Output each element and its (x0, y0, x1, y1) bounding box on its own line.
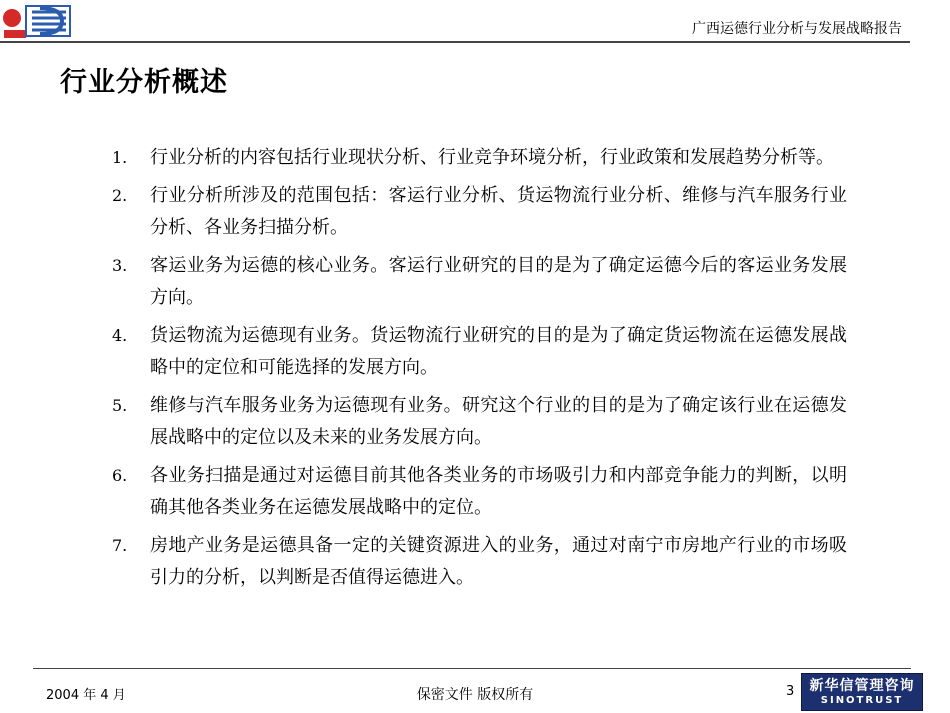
footer-date: 2004 年 4 月 (46, 688, 126, 703)
list-item (112, 390, 847, 454)
report-title: 广西运德行业分析与发展战略报告 (692, 21, 902, 37)
item-number: 7. (112, 536, 128, 555)
item-text: 客运业务为运德的核心业务。客运行业研究的目的是为了确定运德今后的客运业务发展方向。 (150, 255, 847, 308)
company-logo (0, 0, 76, 44)
sinotrust-logo (801, 673, 923, 711)
list-item (112, 180, 847, 244)
item-text: 房地产业务是运德具备一定的关键资源进入的业务，通过对南宁市房地产行业的市场吸引力的分析，以判断是否值得运德进入。 (150, 535, 847, 588)
overview-list (112, 142, 847, 600)
item-text: 行业分析的内容包括行业现状分析、行业竞争环境分析，行业政策和发展趋势分析等。 (150, 147, 834, 168)
list-item (112, 142, 847, 174)
item-text: 各业务扫描是通过对运德目前其他各类业务的市场吸引力和内部竞争能力的判断，以明确其他各类业务在运德发展战略中的定位。 (150, 465, 847, 518)
brand-name-en: SINOTRUST (820, 694, 904, 706)
item-text: 货运物流为运德现有业务。货运物流行业研究的目的是为了确定货运物流在运德发展战略中的定位和可能选择的发展方向。 (150, 325, 847, 378)
page-number: 3 (786, 684, 795, 699)
logo-graphic (0, 0, 76, 44)
item-text: 行业分析所涉及的范围包括：客运行业分析、货运物流行业分析、维修与汽车服务行业分析、各业务扫描分析。 (150, 185, 847, 238)
confidential-notice: 保密文件 版权所有 (416, 687, 534, 703)
list-item (112, 250, 847, 314)
list-item (112, 320, 847, 384)
item-number: 2. (112, 186, 128, 205)
item-number: 6. (112, 466, 128, 485)
list-item (112, 460, 847, 524)
item-number: 3. (112, 256, 128, 275)
item-text: 维修与汽车服务业务为运德现有业务。研究这个行业的目的是为了确定该行业在运德发展战略中的定位以及未来的业务发展方向。 (150, 395, 847, 448)
item-number: 4. (112, 326, 128, 345)
list-item (112, 530, 847, 594)
item-number: 1. (112, 148, 128, 167)
item-number: 5. (112, 396, 128, 415)
brand-name-cn: 新华信管理咨询 (809, 677, 915, 694)
header-divider (0, 41, 910, 43)
footer-divider (33, 668, 911, 669)
page-title: 行业分析概述 (60, 67, 228, 98)
